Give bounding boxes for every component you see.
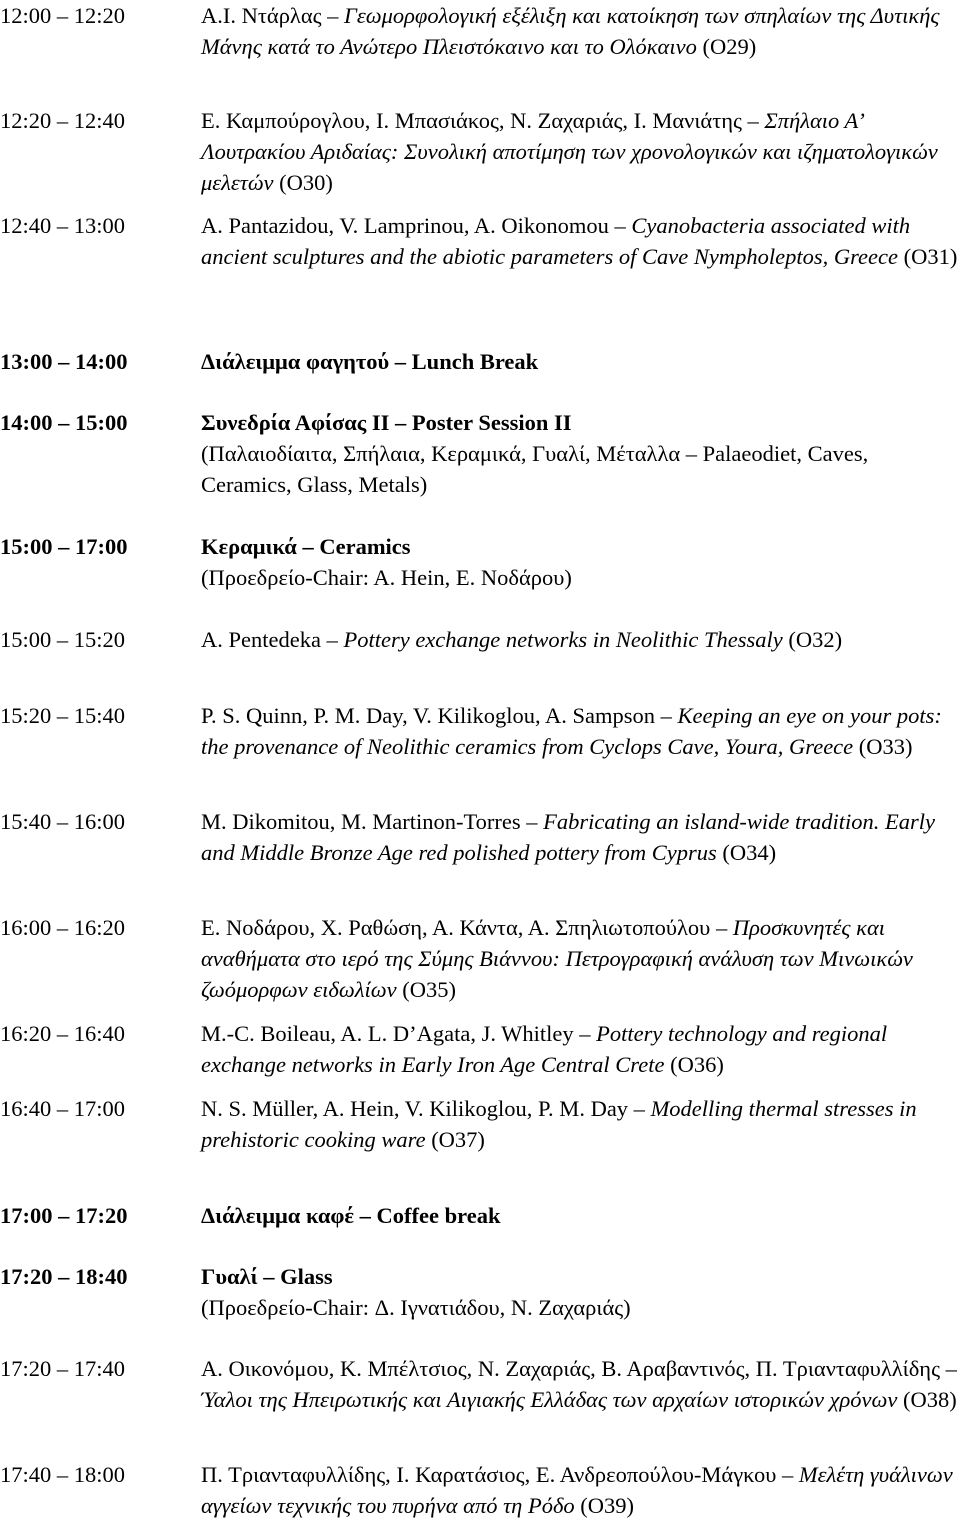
time-slot: 12:00 – 12:20	[0, 3, 126, 28]
time-slot: 16:40 – 17:00	[0, 1096, 126, 1121]
session-details	[201, 346, 960, 377]
talk-authors: M. Dikomitou, M. Martinon-Torres –	[201, 809, 544, 834]
talk-details	[201, 1093, 960, 1155]
talk-authors: Ε. Καμπούρογλου, Ι. Μπασιάκος, Ν. Ζαχαριάς, Ι. Μανιάτης –	[201, 108, 765, 133]
talk-authors: N. S. Müller, A. Hein, V. Kilikoglou, P. M. Day –	[201, 1096, 651, 1121]
session-title: Διάλειμμα καφέ – Coffee break	[201, 1203, 501, 1228]
talk-details	[201, 700, 960, 762]
talk-code: (O31)	[897, 244, 958, 269]
time-slot: 17:00 – 17:20	[0, 1203, 128, 1228]
talk-title: Σπήλαιο Α’ Λουτρακίου Αριδαίας: Συνολική αποτίμηση των χρονολογικών και ιζηματολογικών μελετών	[201, 108, 938, 195]
talk-code: (O32)	[782, 627, 843, 652]
talk-details	[201, 912, 960, 1005]
talk-authors: A. Pantazidou, V. Lamprinou, A. Oikonomou –	[201, 213, 632, 238]
session-title: Συνεδρία Αφίσας ΙΙ – Poster Session II	[201, 410, 572, 435]
talk-code: (Ο39)	[574, 1493, 635, 1518]
session-details	[201, 407, 960, 500]
talk-details	[201, 624, 960, 655]
talk-authors: M.-C. Boileau, A. L. D’Agata, J. Whitley –	[201, 1021, 597, 1046]
time-slot: 15:00 – 15:20	[0, 627, 126, 652]
talk-authors: A. Pentedeka –	[201, 627, 344, 652]
talk-code: (Ο38)	[897, 1387, 957, 1412]
talk-title: Fabricating an island-wide tradition. Early and Middle Bronze Age red polished pottery from Cyprus	[201, 809, 936, 865]
time-slot: 13:00 – 14:00	[0, 349, 128, 374]
time-slot: 17:20 – 17:40	[0, 1356, 126, 1381]
talk-authors: Ε. Νοδάρου, Χ. Ραθώση, Α. Κάντα, Α. Σπηλιωτοπούλου –	[201, 915, 733, 940]
talk-title: Pottery technology and regional exchange networks in Early Iron Age Central Crete	[201, 1021, 888, 1077]
time-slot: 17:40 – 18:00	[0, 1462, 126, 1487]
session-subtitle: (Προεδρείο-Chair: Δ. Ιγνατιάδου, Ν. Ζαχαριάς)	[201, 1295, 631, 1320]
talk-code: (O34)	[716, 840, 777, 865]
talk-code: (Ο30)	[273, 170, 333, 195]
time-slot: 12:20 – 12:40	[0, 108, 126, 133]
time-slot: 17:20 – 18:40	[0, 1264, 128, 1289]
talk-authors: A.I. Ντάρλας –	[201, 3, 345, 28]
talk-details	[201, 1353, 960, 1415]
talk-code: (O33)	[853, 734, 913, 759]
time-slot: 15:20 – 15:40	[0, 703, 126, 728]
talk-code: (Ο35)	[396, 977, 456, 1002]
talk-details	[201, 105, 960, 198]
talk-title: Ύαλοι της Ηπειρωτικής και Αιγιακής Ελλάδας των αρχαίων ιστορικών χρόνων	[201, 1387, 898, 1412]
time-slot: 12:40 – 13:00	[0, 213, 126, 238]
talk-code: (O36)	[664, 1052, 724, 1077]
talk-title: Modelling thermal stresses in prehistoric cooking ware	[201, 1096, 917, 1152]
time-slot: 15:00 – 17:00	[0, 534, 128, 559]
talk-details	[201, 210, 960, 272]
time-slot: 16:20 – 16:40	[0, 1021, 126, 1046]
talk-details	[201, 806, 960, 868]
session-subtitle: (Παλαιοδίαιτα, Σπήλαια, Κεραμικά, Γυαλί, Μέταλλα – Palaeodiet, Caves, Ceramics, Glass, Metals)	[201, 441, 869, 497]
talk-authors: Α. Οικονόμου, Κ. Μπέλτσιος, Ν. Ζαχαριάς, Β. Αραβαντινός, Π. Τριανταφυλλίδης –	[201, 1356, 957, 1381]
talk-title: Προσκυνητές και αναθήματα στο ιερό της Σύμης Βιάννου: Πετρογραφική ανάλυση των Μινωικών ζωόμορφων ειδωλίων	[201, 915, 913, 1002]
time-slot: 14:00 – 15:00	[0, 410, 128, 435]
talk-title: Pottery exchange networks in Neolithic Thessaly	[343, 627, 783, 652]
session-subtitle: (Προεδρείο-Chair: A. Hein, Ε. Νοδάρου)	[201, 565, 572, 590]
talk-title: Μελέτη γυάλινων αγγείων τεχνικής του πυρήνα από τη Ρόδο	[201, 1462, 953, 1518]
session-details	[201, 1200, 960, 1231]
time-slot: 16:00 – 16:20	[0, 915, 126, 940]
talk-code: (O37)	[425, 1127, 485, 1152]
session-title: Διάλειμμα φαγητού – Lunch Break	[201, 349, 539, 374]
time-slot: 15:40 – 16:00	[0, 809, 126, 834]
talk-title: Keeping an eye on your pots: the provenance of Neolithic ceramics from Cyclops Cave, Youra, Greece	[201, 703, 942, 759]
session-title: Κεραμικά – Ceramics	[201, 534, 411, 559]
talk-title: Cyanobacteria associated with ancient sculptures and the abiotic parameters of Cave Nympholeptos, Greece	[201, 213, 911, 269]
session-details	[201, 531, 960, 593]
talk-code: (Ο29)	[696, 34, 757, 59]
talk-details	[201, 0, 960, 62]
session-title: Γυαλί – Glass	[201, 1264, 333, 1289]
talk-title: Γεωμορφολογική εξέλιξη και κατοίκηση των σπηλαίων της Δυτικής Μάνης κατά το Ανώτερο Πλειστόκαινο και το Ολόκαινο	[201, 3, 940, 59]
session-details	[201, 1261, 960, 1323]
talk-authors: P. S. Quinn, P. M. Day, V. Kilikoglou, A. Sampson –	[201, 703, 678, 728]
talk-details	[201, 1018, 960, 1080]
talk-details	[201, 1459, 960, 1521]
talk-authors: Π. Τριανταφυλλίδης, Ι. Καρατάσιος, Ε. Ανδρεοπούλου-Μάγκου –	[201, 1462, 799, 1487]
